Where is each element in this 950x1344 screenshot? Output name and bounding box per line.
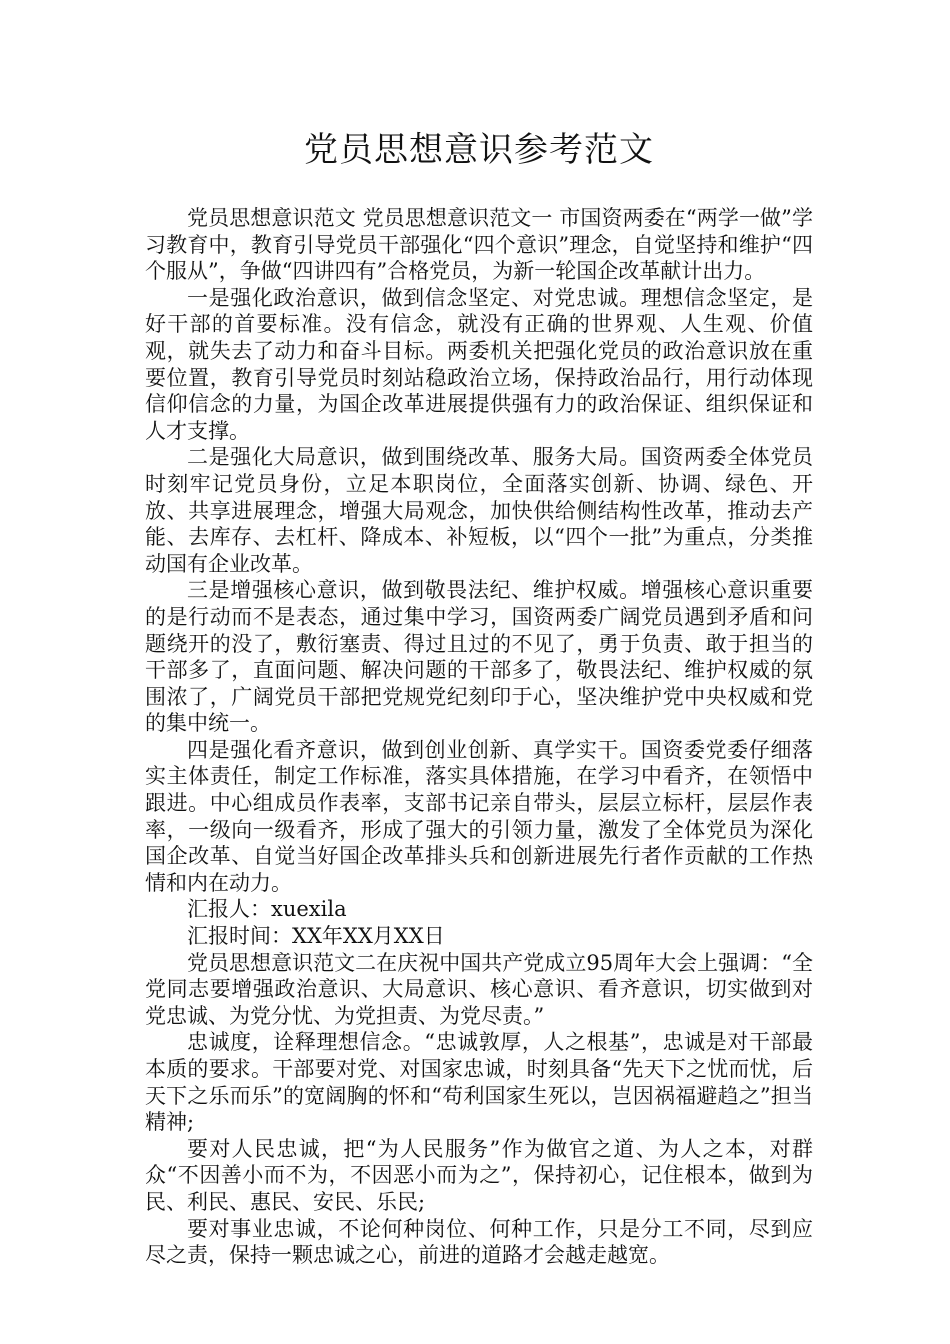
paragraph-core-awareness: 三是增强核心意识，做到敬畏法纪、维护权威。增强核心意识重要的是行动而不是表态，通过集中学习，国资两委广阔党员遇到矛盾和问题绕开的没了，敷衍塞责、得过且过的不见了，勇于负责、敢于担当的干部多了，直面问题、解决问题的干部多了，敬畏法纪、维护权威的氛围浓了，广阔党员干部把党规党纪刻印于心，坚决维护党中央权威和党的集中统一。 (145, 578, 813, 736)
paragraph-intro: 党员思想意识范文 党员思想意识范文一 市国资两委在“两学一做”学习教育中，教育引导党员干部强化“四个意识”理念，自觉坚持和维护“四个服从”，争做“四讲四有”合格党员，为新一轮国企改革献计出力。 (145, 206, 813, 284)
document-body (145, 205, 813, 1269)
paragraph-political-awareness: 一是强化政治意识，做到信念坚定、对党忠诚。理想信念坚定，是好干部的首要标准。没有信念，就没有正确的世界观、人生观、价值观，就失去了动力和奋斗目标。两委机关把强化党员的政治意识放在重要位置，教育引导党员时刻站稳政治立场，保持政治品行，用行动体现信仰信念的力量，为国企改革进展提供强有力的政治保证、组织保证和人才支撑。 (145, 285, 813, 443)
paragraph-overall-awareness: 二是强化大局意识，做到围绕改革、服务大局。国资两委全体党员时刻牢记党员身份，立足本职岗位，全面落实创新、协调、绿色、开放、共享进展理念，增强大局观念，加快供给侧结构性改革，推动去产能、去库存、去杠杆、降成本、补短板，以“四个一批”为重点，分类推动国有企业改革。 (145, 445, 813, 576)
paragraph-sample-two: 党员思想意识范文二在庆祝中国共产党成立95周年大会上强调：“全党同志要增强政治意识、大局意识、核心意识、看齐意识，切实做到对党忠诚、为党分忧、为党担责、为党尽责。” (145, 950, 813, 1028)
reporter-line: 汇报人：xuexila (187, 897, 347, 922)
paragraph-loyalty-career: 要对事业忠诚，不论何种岗位、何种工作，只是分工不同，尽到应尽之责，保持一颗忠诚之心，前进的道路才会越走越宽。 (145, 1216, 813, 1268)
document-title: 党员思想意识参考范文 (304, 130, 654, 170)
paragraph-alignment-awareness: 四是强化看齐意识，做到创业创新、真学实干。国资委党委仔细落实主体责任，制定工作标准，落实具体措施，在学习中看齐，在领悟中跟进。中心组成员作表率，支部书记亲自带头，层层立标杆，层层作表率，一级向一级看齐，形成了强大的引领力量，激发了全体党员为深化国企改革、自觉当好国企改革排头兵和创新进展先行者作贡献的工作热情和内在动力。 (145, 737, 813, 895)
paragraph-loyalty: 忠诚度，诠释理想信念。“忠诚敦厚，人之根基”，忠诚是对干部最本质的要求。干部要对党、对国家忠诚，时刻具备“先天下之忧而忧，后天下之乐而乐”的宽阔胸的怀和“苟利国家生死以，岂因祸福避趋之”担当精神; (145, 1030, 813, 1135)
document-page (145, 0, 813, 1269)
paragraph-loyalty-people: 要对人民忠诚，把“为人民服务”作为做官之道、为人之本，对群众“不因善小而不为，不因恶小而为之”，保持初心，记住根本，做到为民、利民、惠民、安民、乐民; (145, 1136, 813, 1214)
report-date-line: 汇报时间：XX年XX月XX日 (187, 924, 445, 949)
